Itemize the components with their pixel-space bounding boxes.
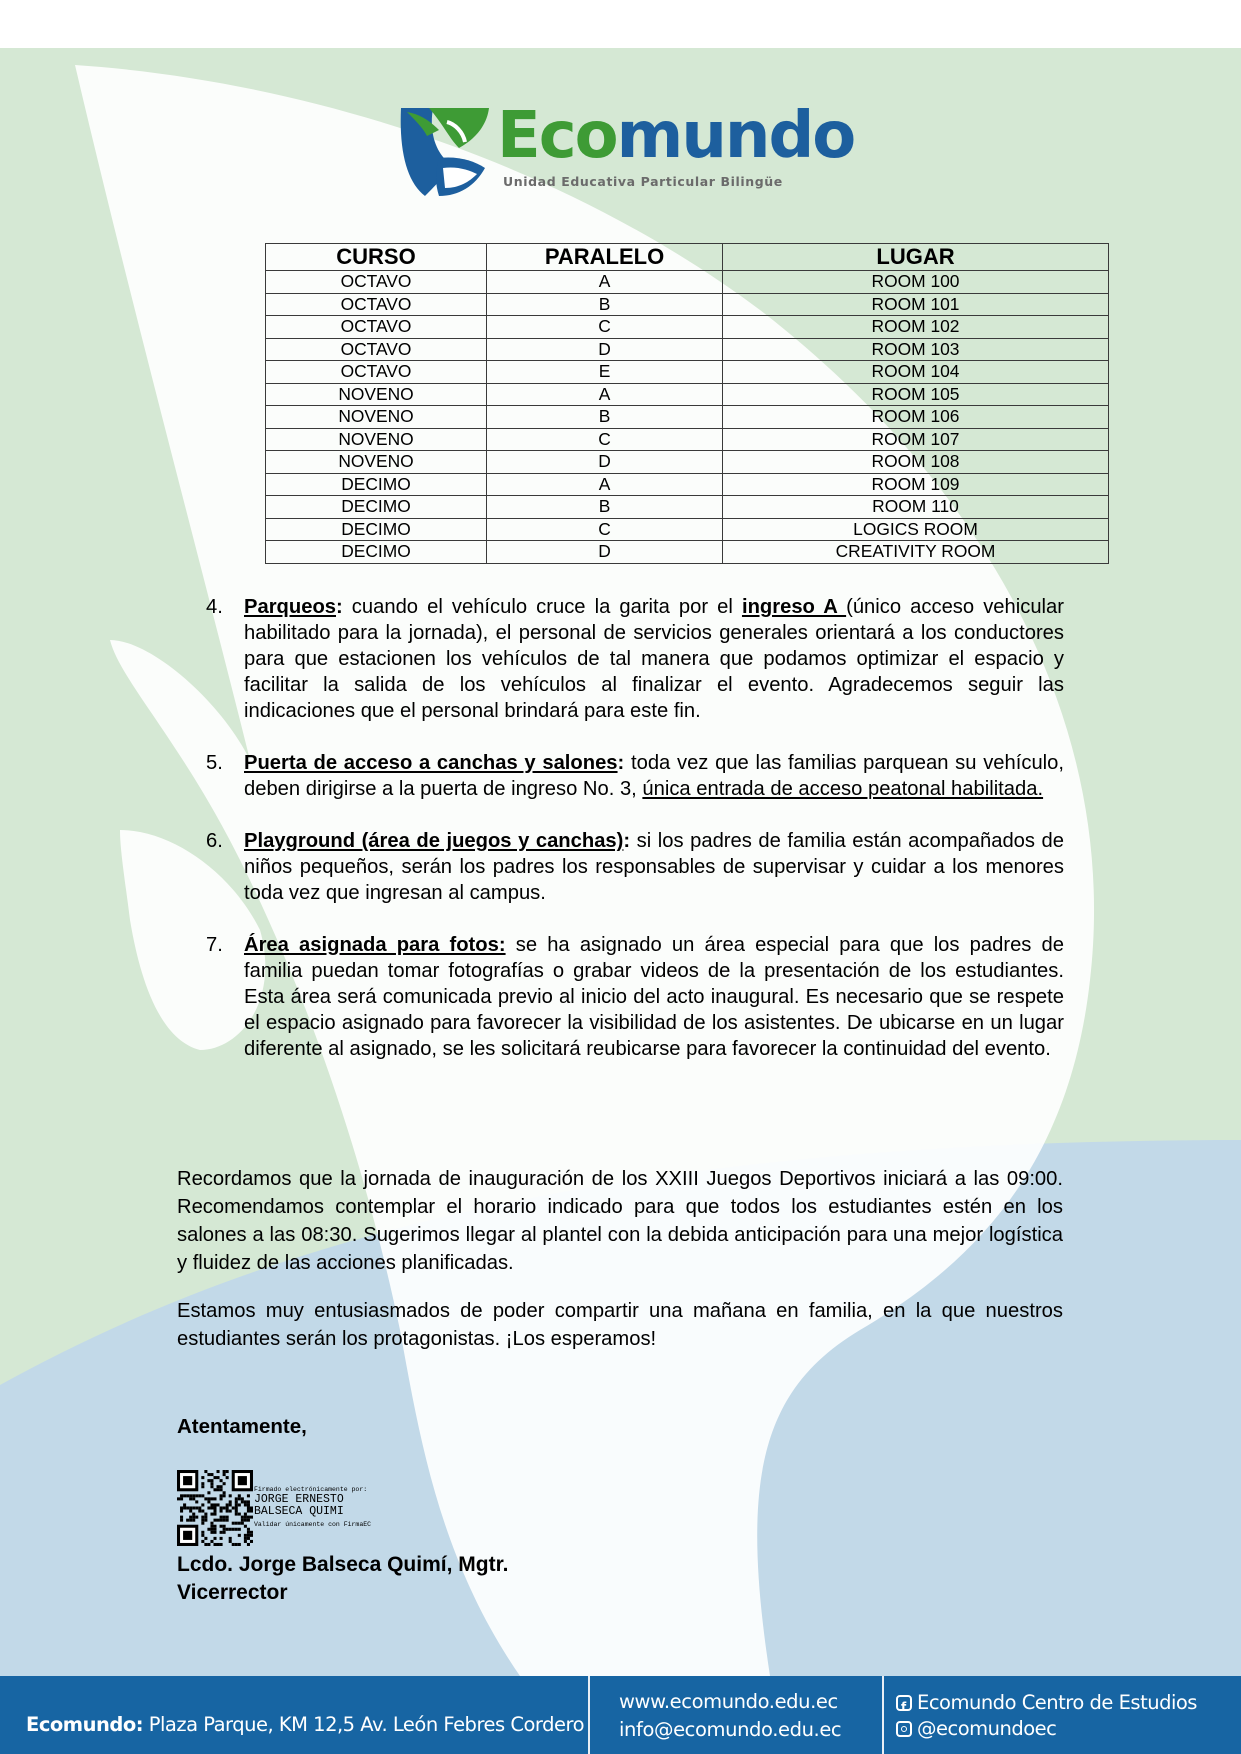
cell-paralelo: C [487,428,723,451]
instagram-icon [896,1721,912,1737]
table-row [266,451,1109,474]
cell-curso: NOVENO [266,383,487,406]
footer-address [26,1713,584,1736]
footer-instagram-link[interactable] [896,1716,1197,1742]
cell-paralelo: A [487,383,723,406]
cell-paralelo: B [487,496,723,519]
cell-lugar: ROOM 100 [723,271,1109,294]
item-colon: : [623,830,631,852]
cell-paralelo: C [487,316,723,339]
cell-paralelo: D [487,541,723,564]
list-number: 7. [206,934,223,956]
closing-paragraphs [177,1165,1063,1373]
table-row [266,338,1109,361]
logo-tagline: Unidad Educativa Particular Bilingüe [503,174,783,189]
logo-emblem-icon [399,102,491,198]
table-row [266,361,1109,384]
logo-text-mundo: mundo [616,99,855,173]
facebook-icon [896,1695,912,1711]
cell-lugar: CREATIVITY ROOM [723,541,1109,564]
item-title: Playground (área de juegos y canchas) [244,830,624,852]
cell-lugar: ROOM 109 [723,473,1109,496]
signer-name: Lcdo. Jorge Balseca Quimí, Mgtr. [177,1553,509,1576]
cell-lugar: LOGICS ROOM [723,518,1109,541]
cell-curso: OCTAVO [266,338,487,361]
logo-wordmark [497,99,855,173]
item-text: cuando el vehículo cruce la garita por el [342,596,742,618]
cell-curso: OCTAVO [266,316,487,339]
table-row [266,518,1109,541]
qr-code-icon [177,1470,253,1546]
cell-lugar: ROOM 108 [723,451,1109,474]
cell-curso: DECIMO [266,473,487,496]
list-item-parqueos [200,594,1064,724]
cell-lugar: ROOM 106 [723,406,1109,429]
table-row [266,541,1109,564]
table-row [266,473,1109,496]
cell-curso: OCTAVO [266,271,487,294]
cell-paralelo: C [487,518,723,541]
item-underlined-text: única entrada de acceso peatonal habilitada. [642,778,1044,800]
signature-label: Firmado electrónicamente por: [254,1486,368,1493]
cell-curso: NOVENO [266,428,487,451]
cell-lugar: ROOM 103 [723,338,1109,361]
item-text: toda vez que las familias parquean su vehículo, deben dirigirse a la puerta de ingreso No. 3, [244,752,1064,800]
item-colon: : [617,752,625,774]
paragraph-invitation: Estamos muy entusiasmados de poder compartir una mañana en familia, en la que nuestros estudiantes serán los protagonistas. ¡Los esperamos! [177,1300,1063,1350]
item-title: Puerta de acceso a canchas y salones [244,752,618,774]
cell-lugar: ROOM 105 [723,383,1109,406]
signer-role: Vicerrector [177,1581,288,1604]
footer-divider [882,1676,884,1754]
cell-curso: DECIMO [266,496,487,519]
footer-brand: Ecomundo: [26,1713,144,1736]
list-item-fotos [200,932,1064,1062]
cell-lugar: ROOM 104 [723,361,1109,384]
table-row [266,316,1109,339]
footer-contact [619,1688,841,1744]
signature-name-line1: JORGE ERNESTO [254,1492,344,1506]
footer-bar [0,1676,1241,1754]
item-text: si los padres de familia están acompañados de niños pequeños, serán los padres los responsables de supervisar y cuidar a los menores toda vez que ingresan al campus. [244,830,1064,904]
footer-divider [588,1676,590,1754]
item-text: se ha asignado un área especial para que los padres de familia puedan tomar fotografías o grabar videos de la presentación de los estudiantes. Esta área será comunicada previo al inicio del acto inaugural. Es necesario que se respete el espacio asignado para favorecer la visibilidad de los asistentes. De ubicarse en un lugar diferente al asignado, se les solicitará reubicarse para favorecer la continuidad del evento. [244,934,1064,1060]
item-title: Parqueos [244,596,336,618]
signature-validate-label: Validar únicamente con FirmaEC [254,1520,372,1528]
cell-curso: DECIMO [266,518,487,541]
ecomundo-logo [395,98,855,198]
table-row [266,496,1109,519]
list-number: 6. [206,830,223,852]
list-number: 4. [206,596,223,618]
paragraph-schedule: Recordamos que la jornada de inauguración de los XXIII Juegos Deportivos iniciará a las 09:00. Recomendamos contemplar el horario indicado para que todos los estudiantes estén en los salones a las 08:30. Sugerimos llegar al plantel con la debida anticipación para una mejor logística y fluidez de las acciones planificadas. [177,1168,1063,1274]
signature-name-line2: BALSECA QUIMI [254,1504,344,1518]
closing-salutation: Atentamente, [177,1415,307,1438]
footer-instagram-text: @ecomundoec [917,1717,1057,1740]
list-number: 5. [206,752,223,774]
cell-curso: DECIMO [266,541,487,564]
cell-paralelo: E [487,361,723,384]
cell-lugar: ROOM 107 [723,428,1109,451]
instruction-list [200,594,1064,1088]
table-row [266,406,1109,429]
table-row [266,383,1109,406]
item-highlight: ingreso A [741,596,847,618]
footer-email-link[interactable]: info@ecomundo.edu.ec [619,1718,842,1741]
table-row [266,428,1109,451]
cell-curso: NOVENO [266,451,487,474]
cell-curso: NOVENO [266,406,487,429]
cell-lugar: ROOM 110 [723,496,1109,519]
header-curso: CURSO [266,244,487,271]
footer-facebook-text: Ecomundo Centro de Estudios [917,1691,1197,1714]
footer-website-link[interactable]: www.ecomundo.edu.ec [619,1690,838,1713]
cell-paralelo: A [487,473,723,496]
footer-address-text: Plaza Parque, KM 12,5 Av. León Febres Cordero [143,1713,584,1736]
cell-lugar: ROOM 102 [723,316,1109,339]
cell-lugar: ROOM 101 [723,293,1109,316]
cell-curso: OCTAVO [266,361,487,384]
table-row [266,271,1109,294]
cell-paralelo: A [487,271,723,294]
cell-curso: OCTAVO [266,293,487,316]
electronic-signature [254,1487,371,1529]
cell-paralelo: B [487,293,723,316]
table-row [266,293,1109,316]
signer-block [177,1551,508,1607]
cell-paralelo: B [487,406,723,429]
cell-paralelo: D [487,451,723,474]
cell-paralelo: D [487,338,723,361]
logo-text-eco: Eco [497,99,617,173]
list-item-puerta [200,750,1064,802]
header-lugar: LUGAR [723,244,1109,271]
item-title: Área asignada para fotos: [244,934,506,956]
classroom-table [265,243,1109,564]
item-text-cont: (único acceso vehicular habilitado para la jornada), el personal de servicios generales orientará a los conductores para que estacionen los vehículos de tal manera que podamos optimizar el espacio y facilitar la salida de los vehículos al finalizar el evento. Agradecemos seguir las indicaciones que el personal brindará para este fin. [244,596,1064,722]
footer-facebook-link[interactable] [896,1690,1197,1716]
list-item-playground [200,828,1064,906]
footer-social [896,1690,1197,1742]
header-paralelo: PARALELO [487,244,723,271]
table-header-row [266,244,1109,271]
item-colon: : [336,596,343,618]
